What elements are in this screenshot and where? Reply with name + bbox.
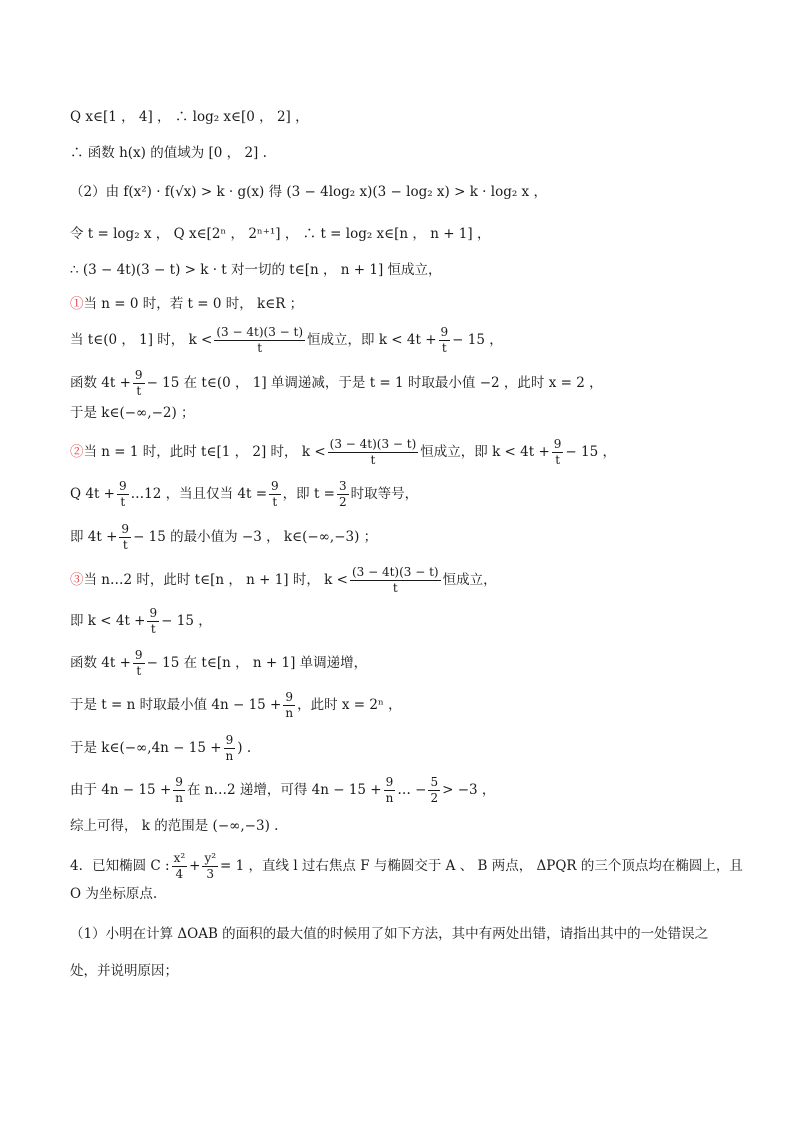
text-segment: 由于 4n − 15 + (70, 782, 172, 798)
text-segment: 恒成立，即 k < 4t + (307, 332, 437, 348)
text-segment: 令 t = log₂ x ， Q x∈[2ⁿ ， 2ⁿ⁺¹] ， ∴ t = log₂ x∈[n ， n + 1] ， (70, 226, 491, 242)
fraction (224, 733, 236, 764)
text-segment: − 15 ， (161, 613, 212, 629)
fraction (214, 325, 305, 356)
text-line (70, 107, 754, 127)
text-segment: 于是 k∈(−∞,−2) ； (70, 405, 195, 421)
fraction-denominator: t (136, 664, 142, 678)
text-segment: 当 n…2 时，此时 t∈[n ， n + 1] 时， k < (83, 572, 348, 588)
text-line (70, 224, 754, 244)
fraction (202, 851, 218, 882)
text-segment: 函数 4t + (70, 655, 131, 671)
text-segment: 在 n…2 递增，可得 4n − 15 + (186, 782, 382, 798)
text-segment: （2）由 f(x²) · f(√x) > k · g(x) 得 (3 − 4log₂ x)(3 − log₂ x) > k · log₂ x ， (70, 184, 547, 200)
text-line (70, 565, 754, 596)
text-segment: − 15 在 t∈[n ， n + 1] 单调递增， (146, 655, 368, 671)
text-line (70, 924, 754, 944)
text-segment: = 1 ，直线 l 过右焦点 F 与椭圆交于 A 、 B 两点， ΔPQR 的三个顶点均在椭圆上，且 (220, 858, 743, 874)
text-line (70, 325, 754, 356)
fraction-numerator: (3 − 4t)(3 − t) (329, 437, 417, 451)
fraction-numerator: 9 (118, 479, 127, 493)
text-line (70, 368, 754, 399)
text-line (70, 606, 754, 637)
text-segment: − 15 ， (452, 332, 503, 348)
text-segment: ，即 t = (282, 486, 335, 502)
text-segment: 当 t∈(0 ， 1] 时， k < (70, 332, 213, 348)
fraction-numerator: (3 − 4t)(3 − t) (351, 565, 439, 579)
fraction-denominator: t (441, 341, 447, 355)
text-line (70, 690, 754, 721)
fraction-numerator: 9 (271, 479, 279, 493)
fraction (439, 325, 451, 356)
fraction (117, 479, 129, 510)
fraction (172, 851, 188, 882)
text-segment: − 15 的最小值为 −3 ， k∈(−∞,−3) ； (133, 529, 378, 545)
fraction-numerator: x² (173, 851, 186, 865)
fraction-denominator: 3 (206, 867, 215, 881)
fraction-numerator: y² (204, 851, 217, 865)
fraction (283, 690, 295, 721)
text-line (70, 816, 754, 836)
fraction-numerator: 9 (440, 325, 449, 339)
text-segment: 恒成立，即 k < 4t + (420, 444, 550, 460)
fraction-denominator: 2 (430, 791, 439, 805)
fraction-denominator: t (555, 453, 561, 467)
text-segment: 当 n = 1 时，此时 t∈[1 ， 2] 时， k < (83, 444, 326, 460)
fraction (552, 437, 564, 468)
fraction (384, 775, 396, 806)
text-segment: 当 n = 0 时，若 t = 0 时， k∈R ； (83, 296, 304, 312)
fraction (133, 648, 145, 679)
fraction-denominator: t (120, 495, 126, 509)
text-line (70, 961, 754, 981)
fraction (147, 606, 159, 637)
text-segment: 即 4t + (70, 529, 118, 545)
fraction-numerator: 9 (149, 606, 158, 620)
text-segment: 于是 k∈(−∞,4n − 15 + (70, 740, 222, 756)
fraction-numerator: (3 − 4t)(3 − t) (216, 325, 304, 339)
fraction-numerator: 9 (224, 733, 236, 749)
fraction-denominator: t (272, 495, 278, 509)
case-marker: ① (70, 296, 84, 312)
text-segment: …12 ，当且仅当 4t = (130, 486, 268, 502)
text-segment: （1）小明在计算 ΔOAB 的面积的最大值的时候用了如下方法，其中有两处出错，请指出其中的一处错误之 (70, 926, 709, 942)
text-segment: ∴ 函数 h(x) 的值域为 [0 ， 2] . (70, 145, 267, 161)
fraction-numerator: 9 (553, 437, 562, 451)
text-segment: − 15 ， (565, 444, 616, 460)
fraction-denominator: n (385, 791, 394, 805)
text-segment: > −3 ， (442, 782, 496, 798)
fraction (428, 775, 440, 806)
text-line (70, 294, 754, 314)
text-segment: 函数 4t + (70, 375, 131, 391)
fraction-denominator: n (175, 791, 183, 805)
text-line (70, 733, 754, 764)
fraction-numerator: 3 (338, 479, 347, 493)
fraction-denominator: t (122, 538, 128, 552)
case-marker: ③ (70, 572, 84, 588)
fraction-denominator: t (150, 622, 156, 636)
text-line (70, 884, 754, 904)
fraction-denominator: t (136, 384, 142, 398)
text-segment: + (189, 858, 201, 874)
fraction-denominator: n (285, 706, 294, 720)
fraction-denominator: t (392, 581, 398, 595)
text-line (70, 522, 754, 553)
fraction-numerator: 9 (283, 690, 295, 706)
text-line (70, 260, 754, 280)
fraction-denominator: n (225, 749, 234, 763)
text-segment: Q 4t + (70, 486, 115, 502)
text-segment: 4．已知椭圆 C : (70, 858, 170, 874)
text-segment: ) . (237, 740, 252, 756)
text-segment: O 为坐标原点. (70, 886, 158, 902)
text-line (70, 182, 754, 202)
fraction-numerator: 9 (384, 775, 396, 791)
fraction (173, 775, 185, 806)
fraction-numerator: 9 (134, 648, 143, 662)
fraction (269, 479, 281, 510)
text-segment: ∴ (3 − 4t)(3 − t) > k · t 对一切的 t∈[n ， n + 1] 恒成立， (70, 262, 442, 278)
text-segment: Q x∈[1 ， 4] ， ∴ log₂ x∈[0 ， 2] ， (70, 109, 309, 125)
text-line (70, 143, 754, 163)
text-segment: 即 k < 4t + (70, 613, 146, 629)
text-line (70, 648, 754, 679)
text-segment: 于是 t = n 时取最小值 4n − 15 + (70, 697, 282, 713)
fraction-numerator: 9 (173, 775, 185, 791)
case-marker: ② (70, 444, 84, 460)
text-segment: 恒成立， (442, 572, 497, 588)
text-segment: ，此时 x = 2ⁿ ， (297, 697, 402, 713)
text-line (70, 851, 754, 882)
text-segment: 综上可得， k 的范围是 (−∞,−3) . (70, 818, 279, 834)
fraction-numerator: 9 (121, 522, 130, 536)
fraction (133, 368, 145, 399)
fraction-denominator: t (257, 341, 263, 355)
fraction (350, 565, 441, 596)
text-segment: − 15 在 t∈(0 ， 1] 单调递减，于是 t = 1 时取最小值 −2 ，此时 x = 2 ， (146, 375, 603, 391)
text-line (70, 775, 754, 806)
text-line (70, 437, 754, 468)
fraction (337, 479, 349, 510)
fraction-denominator: t (370, 453, 376, 467)
fraction-denominator: 4 (175, 867, 184, 881)
fraction-numerator: 9 (134, 368, 143, 382)
text-line (70, 479, 754, 510)
text-segment: 处，并说明原因； (70, 963, 178, 979)
fraction-numerator: 5 (430, 775, 439, 789)
fraction (119, 522, 131, 553)
text-segment: … − (397, 782, 427, 798)
fraction (328, 437, 419, 468)
text-line (70, 403, 754, 423)
text-segment: 时取等号， (350, 486, 419, 502)
fraction-denominator: 2 (338, 495, 347, 509)
